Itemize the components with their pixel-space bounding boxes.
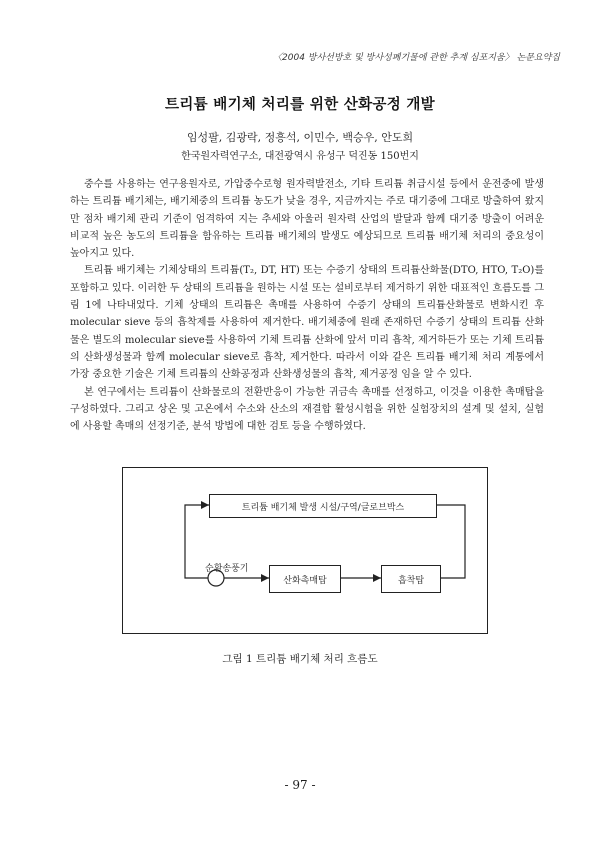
adsorber-box: 흡착탑 (381, 565, 441, 593)
body-text (70, 176, 544, 435)
paragraph-2: 트리튬 배기체는 기체상태의 트리튬(T₂, DT, HT) 또는 수증기 상태의 트리튬산화물(DTO, HTO, T₂O)를 포함하고 있다. 이러한 두 상태의 트리튬을 원하는 시설 또는 설비로부터 제거하기 위한 대표적인 흐름도를 그림 1에 나타내었다. 기체 상태의 트리튬은 촉매를 사용하여 수증기 상태의 트리튬산화물로 변화시킨 후 molecular sieve 등의 흡착제를 사용하여 제거한다. 배기체중에 원래 존재하던 수증기 상태의 트리튬 산화물은 별도의 molecular sieve를 사용하여 기체 트리튬 산화에 앞서 미리 흡착, 제거하든가 또는 기체 트리튬의 산화생성물과 함께 molecular sieve로 흡착, 제거한다. 따라서 이와 같은 트리튬 배기체 처리 계통에서 가장 중요한 기술은 기체 트리튬의 산화공정과 산화생성물의 흡착, 제거공정 임을 알 수 있다. (70, 265, 544, 381)
figure-caption: 그림 1 트리튬 배기체 처리 흐름도 (222, 653, 378, 665)
page-number: - 97 - (284, 778, 316, 792)
flow-connectors (123, 468, 487, 633)
header-note: 〈2004 방사선방호 및 방사성폐기물에 관한 추계 심포지움〉 논문요약집 (273, 53, 560, 63)
paper-title: 트리튬 배기체 처리를 위한 산화공정 개발 (165, 96, 435, 113)
paragraph-1: 중수를 사용하는 연구용원자로, 가압중수로형 원자력발전소, 기타 트리튬 취급시설 등에서 운전중에 발생하는 트리튬 배기체는, 배기체중의 트리튬 농도가 낮을 경우, 지금까지는 주로 대기중에 그대로 방출하여 왔지만 점차 배기체 관리 기준이 엄격하여 지는 추세와 아울러 원자력 산업의 발달과 함께 대기중 방출이 어려운 비교적 높은 농도의 트리튬을 함유하는 트리튬 배기체의 발생도 예상되므로 트리튬 배기체 처리의 중요성이 높아지고 있다. (70, 179, 544, 260)
affiliation: 한국원자력연구소, 대전광역시 유성구 덕진동 150번지 (181, 151, 419, 162)
paragraph-3: 본 연구에서는 트리튬이 산화물로의 전환반응이 가능한 귀금속 촉매를 선정하고, 이것을 이용한 촉매탑을 구성하였다. 그리고 상온 및 고온에서 수소와 산소의 재결합 활성시험을 위한 실험장치의 설계 및 설치, 실험에 사용할 촉매의 선정기준, 분석 방법에 대한 검토 등을 수행하였다. (70, 386, 544, 433)
author-list: 임성팔, 김광락, 정흥석, 이민수, 백승우, 안도희 (186, 131, 414, 144)
catalyst-tower-box: 산화촉매탑 (269, 565, 341, 593)
pump-label: 순환송풍기 (205, 564, 249, 574)
flow-diagram (122, 467, 488, 634)
arrow-into-adsorber (373, 574, 381, 582)
arrow-into-facility (201, 501, 209, 509)
arrow-into-catalyst (261, 574, 269, 582)
facility-box: 트리튬 배기체 발생 시설/구역/글로브박스 (209, 494, 437, 518)
